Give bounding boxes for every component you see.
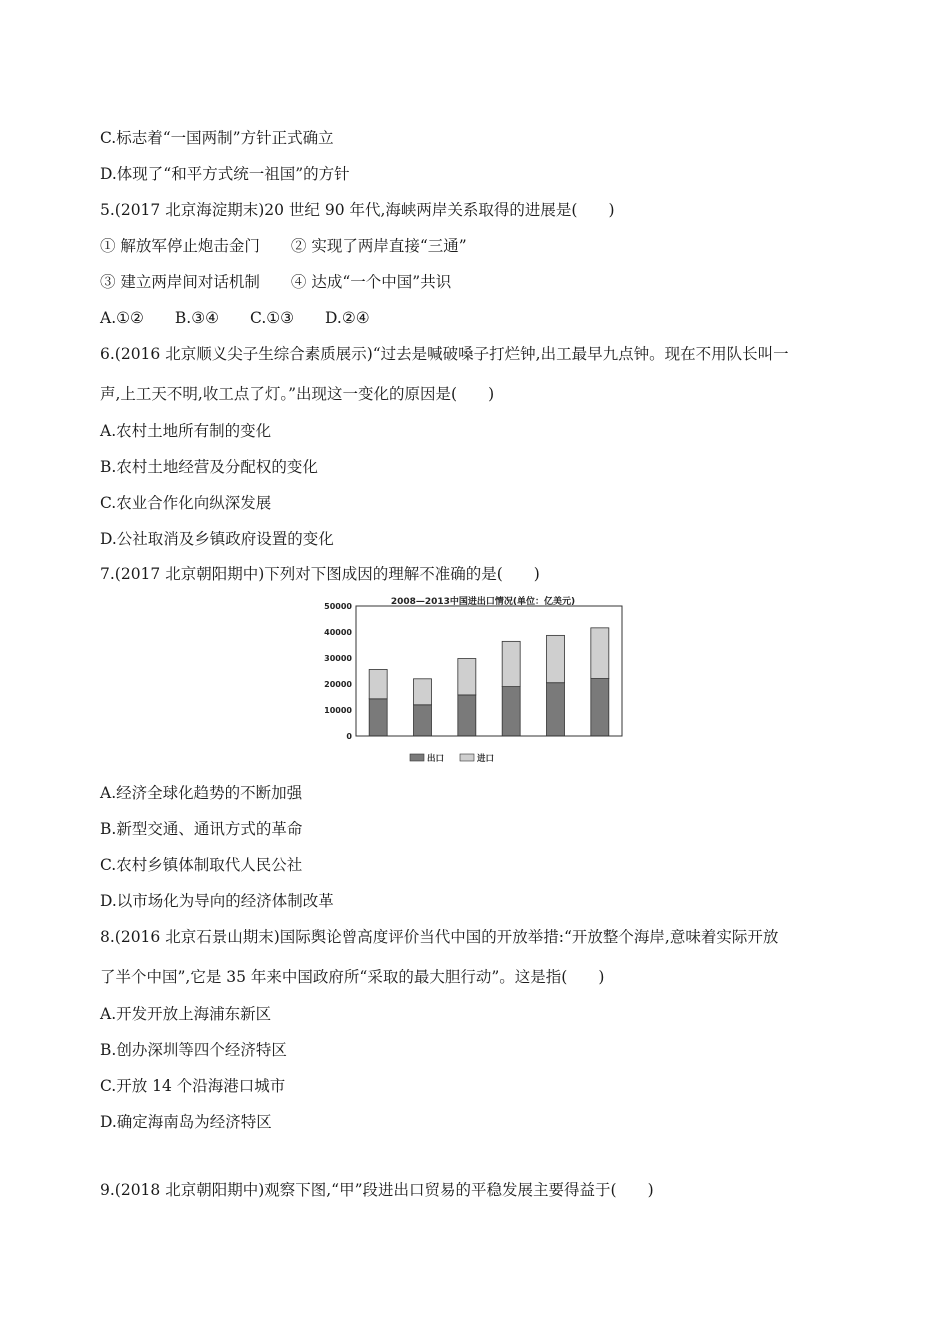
legend-swatch-export <box>410 754 424 761</box>
q8-option-a: A.开发开放上海浦东新区 <box>100 1005 272 1023</box>
trade-bar-chart <box>318 590 638 775</box>
bar-export-2013 <box>591 679 609 736</box>
bar-import-2010 <box>458 659 476 695</box>
y-tick-label: 30000 <box>324 654 352 663</box>
q8-option-b: B.创办深圳等四个经济特区 <box>100 1041 287 1059</box>
bar-import-2009 <box>414 679 432 705</box>
q4-option-d: D.体现了“和平方式统一祖国”的方针 <box>100 165 350 183</box>
q9-stem: 9.(2018 北京朝阳期中)观察下图,“甲”段进出口贸易的平稳发展主要得益于( ) <box>100 1181 654 1199</box>
bar-export-2008 <box>369 699 387 736</box>
y-tick-label: 40000 <box>324 628 352 637</box>
legend-label-import: 进口 <box>477 754 495 764</box>
q6-stem-line1: 6.(2016 北京顺义尖子生综合素质展示)“过去是喊破嗓子打烂钟,出工最早九点钟。现在不用队长叫一 <box>100 345 789 363</box>
q8-option-d: D.确定海南岛为经济特区 <box>100 1113 272 1131</box>
q7-option-c: C.农村乡镇体制取代人民公社 <box>100 856 303 874</box>
q7-stem: 7.(2017 北京朝阳期中)下列对下图成因的理解不准确的是( ) <box>100 565 540 583</box>
q8-option-c: C.开放 14 个沿海港口城市 <box>100 1077 286 1095</box>
q8-stem-line2: 了半个中国”,它是 35 年来中国政府所“采取的最大胆行动”。这是指( ) <box>100 968 605 986</box>
legend-label-export: 出口 <box>427 754 445 764</box>
q7-option-b: B.新型交通、通讯方式的革命 <box>100 820 303 838</box>
q5-stem: 5.(2017 北京海淀期末)20 世纪 90 年代,海峡两岸关系取得的进展是( ) <box>100 201 615 219</box>
legend-swatch-import <box>460 754 474 761</box>
bar-export-2011 <box>502 687 520 736</box>
q8-stem-line1: 8.(2016 北京石景山期末)国际舆论曾高度评价当代中国的开放举措:“开放整个海岸,意味着实际开放 <box>100 928 779 946</box>
q7-option-a: A.经济全球化趋势的不断加强 <box>100 784 303 802</box>
q6-option-d: D.公社取消及乡镇政府设置的变化 <box>100 530 334 548</box>
bar-import-2013 <box>591 628 609 679</box>
q7-option-d: D.以市场化为导向的经济体制改革 <box>100 892 334 910</box>
q6-option-b: B.农村土地经营及分配权的变化 <box>100 458 318 476</box>
bar-export-2010 <box>458 695 476 736</box>
plot-frame <box>356 606 622 736</box>
q5-items-3-4: ③ 建立两岸间对话机制 ④ 达成“一个中国”共识 <box>100 273 452 291</box>
bar-export-2009 <box>414 705 432 736</box>
q6-stem-line2: 声,上工天不明,收工点了灯。”出现这一变化的原因是( ) <box>100 385 495 403</box>
y-tick-label: 50000 <box>324 602 352 611</box>
y-tick-label: 0 <box>346 732 352 741</box>
q5-options: A.①② B.③④ C.①③ D.②④ <box>100 309 370 327</box>
chart-title: 2008—2013中国进出口情况(单位：亿美元) <box>390 597 576 607</box>
q6-option-c: C.农业合作化向纵深发展 <box>100 494 272 512</box>
bar-export-2012 <box>547 683 565 736</box>
y-tick-label: 10000 <box>324 706 352 715</box>
y-tick-label: 20000 <box>324 680 352 689</box>
q6-option-a: A.农村土地所有制的变化 <box>100 422 272 440</box>
q4-option-c: C.标志着“一国两制”方针正式确立 <box>100 129 334 147</box>
q5-items-1-2: ① 解放军停止炮击金门 ② 实现了两岸直接“三通” <box>100 237 467 255</box>
bar-import-2008 <box>369 669 387 698</box>
bar-import-2011 <box>502 641 520 686</box>
bar-import-2012 <box>547 635 565 682</box>
